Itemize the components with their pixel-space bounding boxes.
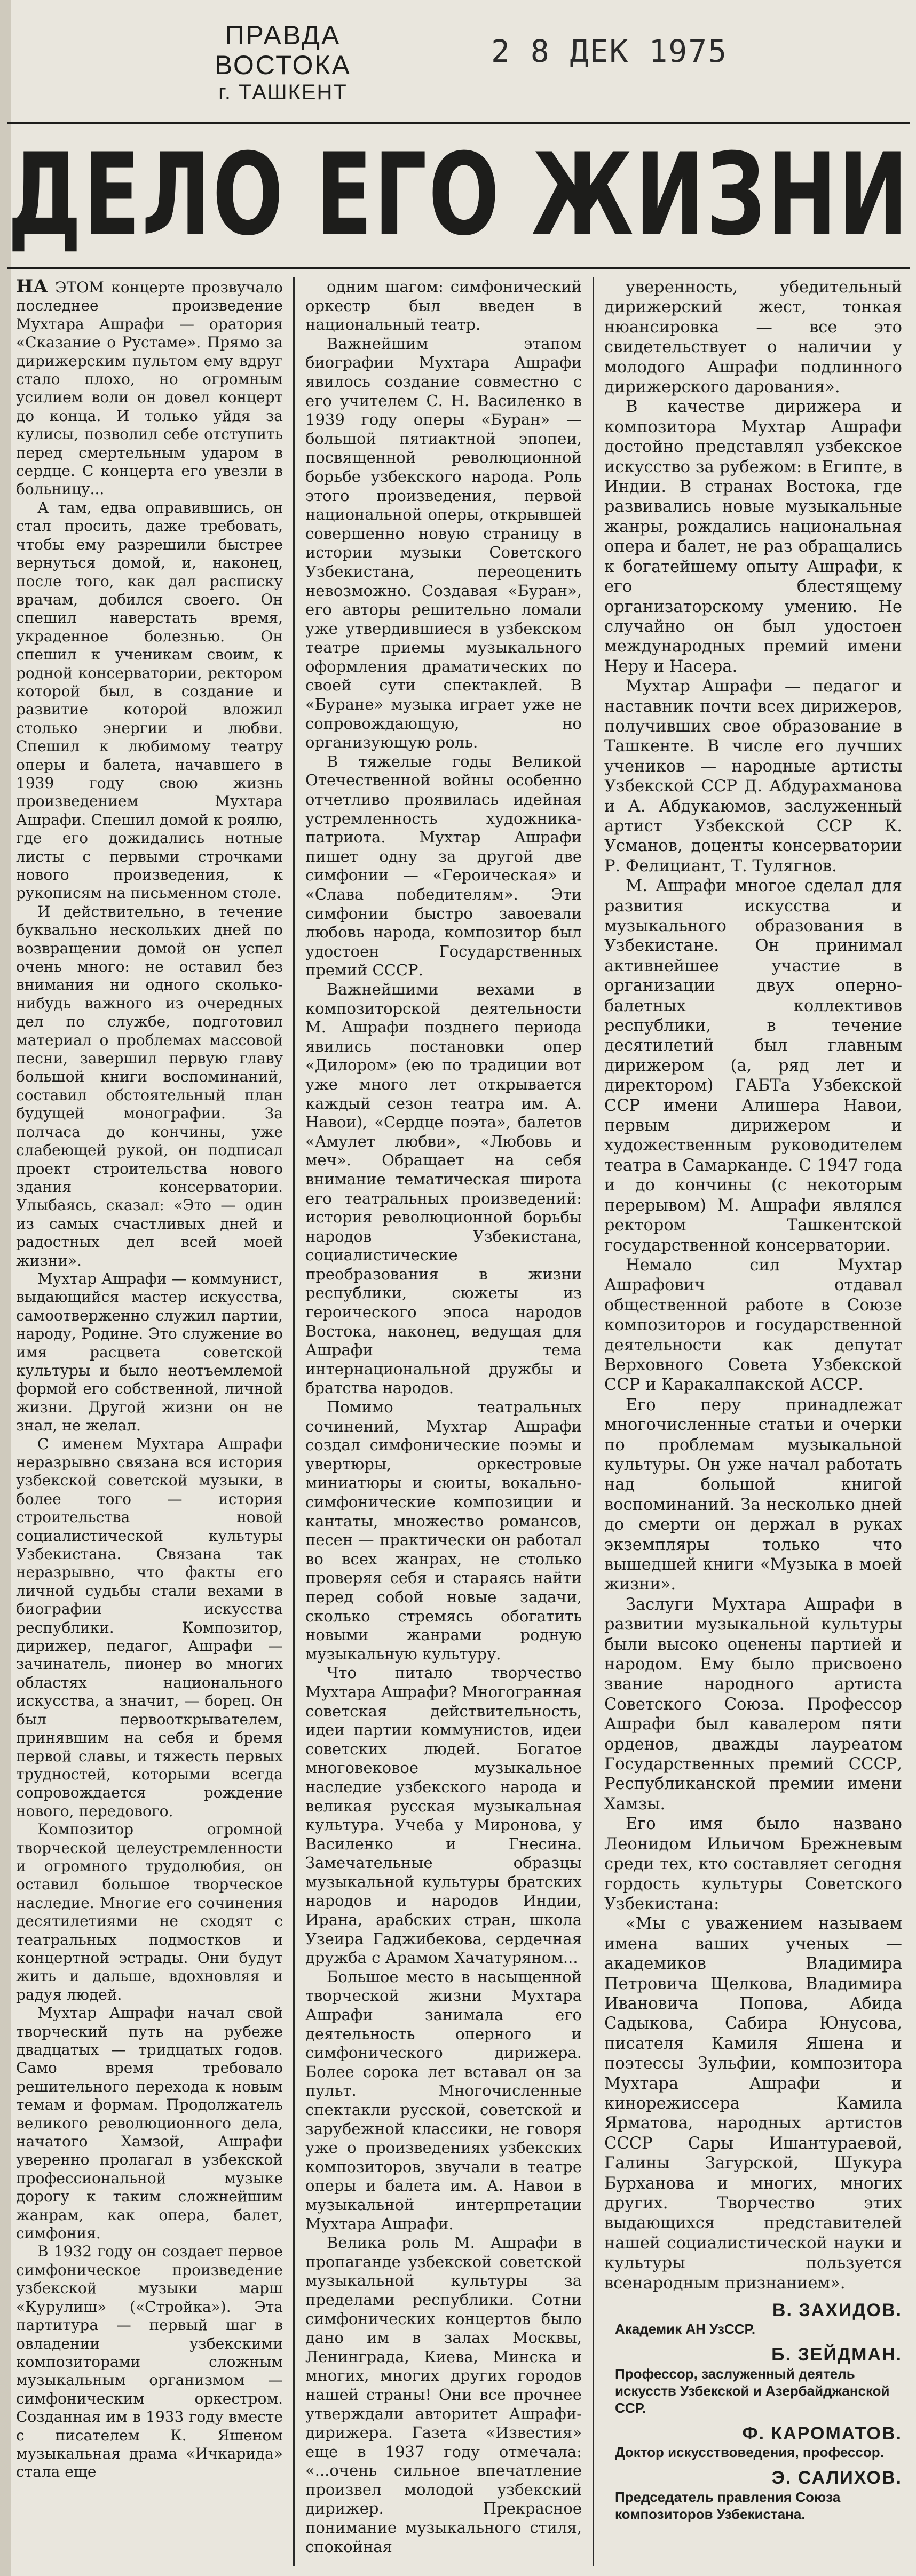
article-paragraph: Немало сил Мухтар Ашрафович отдавал общественной работе в Союзе композиторов и государственной деятельности как депутат Верховного Совета Узбекской ССР и Каракалпакской АССР.: [604, 1255, 902, 1395]
newspaper-name: ПРАВДА ВОСТОКА: [215, 20, 351, 80]
article-paragraph: Мухтар Ашрафи — коммунист, выдающийся мастер искусства, самоотверженно служил партии, народу, Родине. Это служение во имя расцвета советской культуры и было неотъемлемой формой его собственной, личной жизни. Другой жизни он не знал, не желал.: [16, 1269, 283, 1435]
signature-name: Ф. КАРОМАТОВ.: [742, 2423, 902, 2444]
article-paragraph: Велика роль М. Ашрафи в пропаганде узбекской советской музыкальной культуры за пределами республики. Сотни симфонических концертов было дано им в залах Москвы, Ленинграда, Киева, Минска и многих, многих других городов нашей страны! Они все прочнее утверждали авторитет Ашрафи-дирижера. Газета «Известия» еще в 1937 году отмечала: «...очень сильное впечатление произвел молодой узбекский дирижер. Прекрасное понимание музыкального стиля, спокойная: [305, 2233, 582, 2556]
article-paragraph: С именем Мухтара Ашрафи неразрывно связана вся история узбекской советской музыки, в более того — история строительства новой социалистической культуры Узбекистана. Связана так неразрывно, что факты его личной судьбы стали вехами в биографии искусства республики. Композитор, дирижер, педагог, Ашрафи — зачинатель, пионер во многих областях национального искусства, а значит, — борец. Он был первооткрывателем, принявшим на себя и бремя первой славы, и тяжесть первых трудностей, которыми всегда сопровождается рождение нового, передового.: [16, 1435, 283, 1820]
signature-role: Профессор, заслуженный деятель искусств Узбекской и Азербайджанской ССР.: [615, 2365, 890, 2416]
signature: [604, 2301, 902, 2338]
article-paragraph: В качестве дирижера и композитора Мухтар Ашрафи достойно представлял узбекское искусство за рубежом: в Египте, в Индии. В странах Востока, где развивались новые музыкальные жанры, рождались национальная опера и балет, не раз обращались к богатейшему опыту Ашрафи, к его блестящему организаторскому умению. Не случайно он был удостоен международных премий имени Неру и Насера.: [604, 397, 902, 676]
article-paragraph: одним шагом: симфонический оркестр был введен в национальный театр.: [305, 277, 582, 334]
masthead: [171, 20, 395, 105]
article-column-3-text: [604, 277, 902, 2293]
signature: [604, 2424, 902, 2461]
article-paragraph: А там, едва оправившись, он стал просить, даже требовать, чтобы ему разрешили быстрее вернуться домой, и, наконец, после того, как дал расписку врачам, добился своего. Он спешил наверстать время, украденное болезнью. Он спешил к ученикам своим, к родной консерватории, ректором которой был, в создание и развитие которой вложил столько энергии и любви. Спешил к любимому театру оперы и балета, начавшего в 1939 году свою жизнь произведением Мухтара Ашрафи. Спешил домой к роялю, где его дожидались нотные листы с первыми строчками нового произведения, к рукописям на письменном столе.: [16, 498, 283, 902]
article-column-2: [305, 277, 582, 2556]
article-paragraph: уверенность, убедительный дирижерский жест, тонкая нюансировка — все это свидетельствует о наличии у молодого Ашрафи подлинного дирижерского дарования».: [604, 278, 902, 397]
signature-name: Э. САЛИХОВ.: [771, 2468, 902, 2488]
article-paragraph: «Мы с уважением называем имена ваших ученых — академиков Владимира Петровича Щелкова, Владимира Ивановича Попова, Абида Садыкова, Сабира Юнусова, писателя Камиля Яшена и поэтессы Зульфии, композитора Мухтара Ашрафи и кинорежиссера Камила Ярматова, народных артистов СССР Сары Ишантураевой, Галины Загурской, Шукура Бурханова и многих, многих других. Творчество этих выдающихся представителей нашей социалистической науки и культуры пользуется всенародным признанием».: [604, 1914, 902, 2293]
article-column-1: [16, 277, 283, 2482]
article-paragraph: Его перу принадлежат многочисленные статьи и очерки по проблемам музыкальной культуры. Он уже начал работать над большой книгой воспоминаний. За несколько дней до смерти он держал в руках экземпляры только что вышедшей книги «Музыка в моей жизни».: [604, 1395, 902, 1594]
article-paragraph: И действительно, в течение буквально нескольких дней по возвращении домой он успел очень много: не оставил без внимания ни одного сколько-нибудь важного из очередных дел по службе, подготовил материал о проблемах массовой песни, завершил первую главу большой книги воспоминаний, составил обстоятельный план будущей монографии. За полчаса до кончины, уже слабеющей рукой, он подписал проект строительства нового здания консерватории. Улыбаясь, сказал: «Это — один из самых счастливых дней и радостных дел всей моей жизни».: [16, 902, 283, 1269]
article-paragraph: Важнейшим этапом биографии Мухтара Ашрафи явилось создание совместно с его учителем С. Н. Василенко в 1939 году оперы «Буран» — большой пятиактной эпопеи, посвященной революционной борьбе узбекского народа. Роль этого произведения, первой национальной оперы, открывшей совершенно новую страницу в истории музыки Советского Узбекистана, переоценить невозможно. Создавая «Буран», его авторы решительно ломали уже утвердившиеся в узбекском театре приемы музыкального оформления драматических по своей сути спектаклей. В «Буране» музыка играет уже не сопровождающую, но организующую роль.: [305, 334, 582, 752]
signature-role: Доктор искусствоведения, профессор.: [615, 2444, 884, 2461]
headline-top-rule: [7, 122, 910, 124]
article-paragraph: Композитор огромной творческой целеустремленности и огромного трудолюбия, он оставил большое творческое наследие. Многие его сочинения десятилетиями не сходят с театральных подмостков и концертной эстрады. Они будут жить и дальше, вдохновляя и радуя людей.: [16, 1820, 283, 2003]
article-paragraph: Помимо театральных сочинений, Мухтар Ашрафи создал симфонические поэмы и увертюры, оркестровые миниатюры и сюиты, вокально-симфонические композиции и кантаты, множество романсов, песен — практически он работал во всех жанрах, не столько проверяя себя и стараясь найти перед собой новые задачи, сколько стремясь обогатить новыми жанрами родную музыкальную культуру.: [305, 1398, 582, 1663]
article-paragraph: НА ЭТОМ концерте прозвучало последнее произведение Мухтара Ашрафи — оратория «Сказание о Рустаме». Прямо за дирижерским пультом ему вдруг стало плохо, но огромным усилием воли он довел концерт до конца. И только уйдя за кулисы, позволил себе отступить перед смертельным ударом в сердце. С концерта его увезли в больницу...: [16, 276, 283, 498]
signature: [604, 2468, 902, 2522]
signature-role: Председатель правления Союза композиторов Узбекистана.: [615, 2488, 841, 2522]
paper-edge: [0, 0, 11, 2576]
signature-role: Академик АН УзССР.: [615, 2321, 756, 2338]
article-paragraph: М. Ашрафи многое сделал для развития искусства и музыкального образования в Узбекистане. Он принимал активнейшее участие в организации двух оперно-балетных коллективов республики, в течение десятилетий был главным дирижером (а, ряд лет и директором) ГАБТа Узбекской ССР имени Алишера Навои, первым дирижером и художественным руководителем театра в Самарканде. С 1947 года и до кончины (с некоторым перерывом) М. Ашрафи являлся ректором Ташкентской государственной консерватории.: [604, 877, 902, 1255]
article-paragraph: В 1932 году он создает первое симфоническое произведение узбекской музыки марш «Курулиш» («Стройка»). Эта партитура — первый шаг в овладении узбекскими композиторами сложным музыкальным организмом — симфоническим оркестром. Созданная им в 1933 году вместе с писателем К. Яшеном музыкальная драма «Ичкарида» стала еще: [16, 2243, 283, 2481]
column-divider-2: [593, 277, 594, 2566]
signature-block: [604, 2301, 902, 2523]
signature: [604, 2345, 902, 2416]
headline: ДЕЛО ЕГО ЖИЗНИ: [7, 129, 910, 260]
column-divider-1: [293, 277, 295, 2566]
article-column-3: [604, 277, 902, 2523]
article-paragraph: Большое место в насыщенной творческой жизни Мухтара Ашрафи занимала его деятельность оперного и симфонического дирижера. Более сорока лет вставал он за пульт. Многочисленные спектакли русской, советской и зарубежной классики, не говоря уже о произведениях узбекских композиторов, звучали в театре оперы и балета им. А. Навои в музыкальной интерпретации Мухтара Ашрафи.: [305, 1967, 582, 2233]
article-paragraph: В тяжелые годы Великой Отечественной войны особенно отчетливо проявилась идейная устремленность художника-патриота. Мухтар Ашрафи пишет одну за другой две симфонии — «Героическая» и «Слава победителям». Эти симфонии быстро завоевали любовь народа, композитор был удостоен Государственных премий СССР.: [305, 752, 582, 980]
signature-name: В. ЗАХИДОВ.: [772, 2300, 902, 2321]
article-paragraph: Важнейшими вехами в композиторской деятельности М. Ашрафи позднего периода явились постановки опер «Дилором» (ею по традиции вот уже много лет открывается каждый сезон театра им. А. Навои), «Сердце поэта», балетов «Амулет любви», «Любовь и меч». Обращает на себя внимание тематическая широта его театральных произведений: история революционной борьбы народов Узбекистана, социалистические преобразования в жизни республики, сюжеты из героического эпоса народов Востока, наконец, ведущая для Ашрафи тема интернациональной дружбы и братства народов.: [305, 980, 582, 1397]
drop-cap: НА: [16, 276, 48, 297]
article-paragraph: Заслуги Мухтара Ашрафи в развитии музыкальной культуры были высоко оценены партией и народом. Ему было присвоено звание народного артиста Советского Союза. Профессор Ашрафи был кавалером пяти орденов, дважды лауреатом Государственных премий СССР, Республиканской премии имени Хамзы.: [604, 1595, 902, 1814]
signature-name: Б. ЗЕЙДМАН.: [771, 2344, 902, 2365]
headline-bottom-rule: [7, 267, 910, 269]
date-stamp: 2 8 ДЕК 1975: [491, 33, 728, 69]
article-paragraph: Что питало творчество Мухтара Ашрафи? Многогранная советская действительность, идеи партии коммунистов, идеи советских людей. Богатое многовековое музыкальное наследие узбекского народа и великая русская музыкальная культура. Учеба у Миронова, у Василенко и Гнесина. Замечательные образцы музыкальной культуры братских народов и народов Индии, Ирана, арабских стран, школа Узеира Гаджибекова, сердечная дружба с Арамом Хачатуряном...: [305, 1664, 582, 1967]
article-paragraph: Мухтар Ашрафи — педагог и наставник почти всех дирижеров, получивших свое образование в Ташкенте. В числе его лучших учеников — народные артисты Узбекской ССР Д. Абдурахманова и А. Абдукаюмов, заслуженный артист Узбекской ССР К. Усманов, доценты консерватории Р. Фелициант, Т. Тулягнов.: [604, 677, 902, 876]
article-paragraph: Мухтар Ашрафи начал свой творческий путь на рубеже двадцатых — тридцатых годов. Само время требовало решительного перехода к новым темам и формам. Продолжатель великого революционного дела, начатого Хамзой, Ашрафи уверенно пролагал в узбекской профессиональной музыке дорогу к таким сложнейшим жанрам, как опера, балет, симфония.: [16, 2004, 283, 2243]
newspaper-city: г. ТАШКЕНТ: [218, 81, 348, 104]
article-paragraph: Его имя было названо Леонидом Ильичом Брежневым среди тех, кто составляет сегодня гордость культуры Советского Узбекистана:: [604, 1815, 902, 1913]
